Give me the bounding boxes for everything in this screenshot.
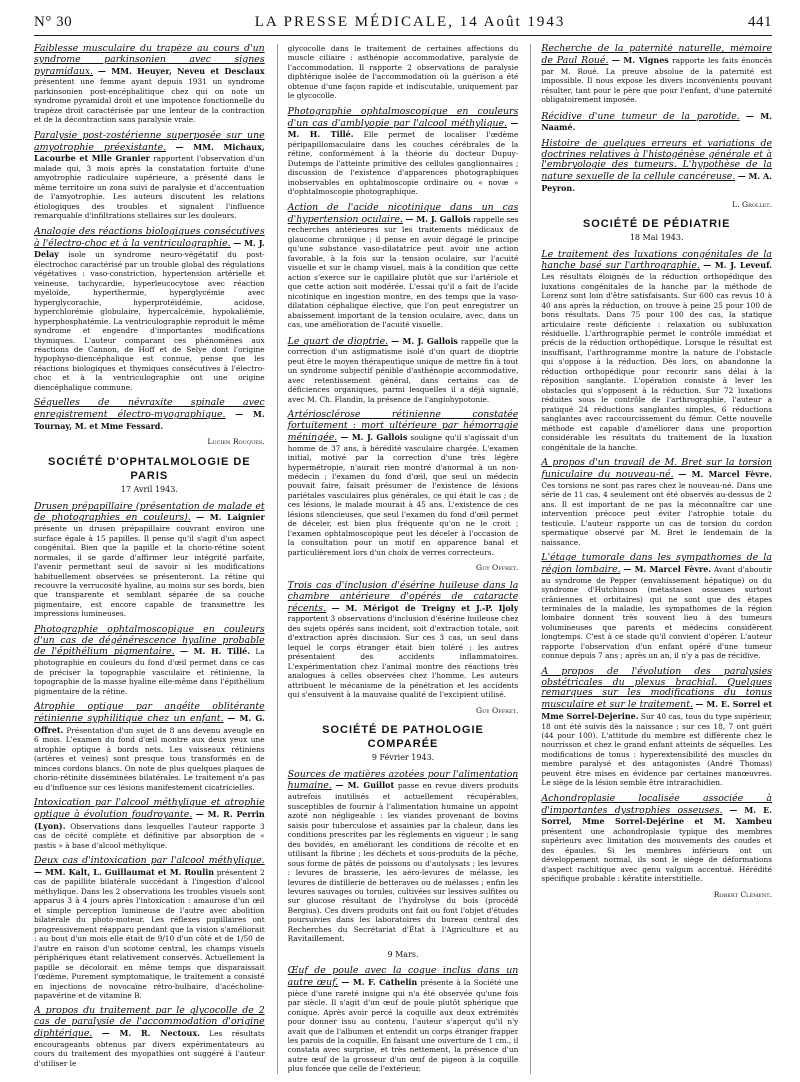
article-body: présente à la Société une pièce d'une rareté insigne qui n'a été observée qu'une fois par siècle. Il s'agit d'un œuf de poule plutôt sphérique que conique. Après avoir percé la coquille aux deux extrémités pour donner issu au contenu, l'auteur s'aperçut qu'il n'y avait que de l'albumen et entendit un corps étranger frapper les parois de la coquille. En faisant une ouverture de 1 cm., il constata avec surprise, et très nettement, la présence d'un autre œuf de la grosseur d'un œuf de pigeon à la coquille plus foncée que celle de l'extérieur. (287, 977, 519, 1074)
article-title: Intoxication par l'alcool méthylique et atrophie optique à évolution foudroyante. (34, 797, 265, 820)
article-paragraph (34, 44, 265, 125)
article-paragraph (541, 553, 772, 661)
article-paragraph (34, 798, 265, 850)
page-header (34, 14, 772, 36)
article-title: Analogie des réactions biologiques consécutives à l'électro-choc et à la ventriculographie. (34, 225, 265, 249)
article-paragraph (288, 410, 519, 557)
section-heading: SOCIÉTÉ DE PÉDIATRIE (582, 218, 731, 231)
article-body: Les résultats éloignés de la réduction orthopédique des luxations congénitales de la hanche par la méthode de Lorenz sont loin d'être satisfaisants. Sur 600 cas revus 10 à 40 ans après la réduction, on trouve à peine 25 pour 100 de bons résultats. Dans 75 pour 100 des cas, la statique articulaire reste déficiente : relaxation ou subluxation résiduelle. L'arthrographie permet le contrôle immédiat et précis de la réduction orthopédique. Lorsque le résultat est insuffisant, l'arthrogramme montre la nature de l'obstacle qui s'oppose à la réduction. Dès lors, on abandonne la réduction orthopédique pour recourir sans délai à la réposition sanglante. L'opération consiste à lever les obstacles qui s'opposent à la réduction. Sur 72 luxations réduites sous le contrôle de l'arthrographie, l'auteur a pratiqué 24 réductions sanglantes simples, 6 réductions sanglantes avec raccourcissement du fémur. Cette nouvelle méthode est capable d'améliorer dans une proportion considérable les résultats du traitement de la luxation congénitale de la hanche. (541, 272, 772, 452)
article-paragraph (34, 702, 265, 792)
article-title: Artériosclérose rétinienne constatée fortuitement : mort ultérieure par hémorragie méningée. (287, 409, 519, 443)
article-body: Observations dans lesquelles l'auteur rapporte 3 cas de cécité complète et définitive par absorption de « pastis » à base d'alcool méthylique. (34, 821, 265, 850)
article-body: rapportent 3 observations d'inclusion d'ésérine huileuse chez des sujets opérés sans incident, soit d'extraction totale, soit d'extraction après discission. Sur ces 3 cas, un seul dans lequel le corps étranger était bien toléré ; les autres présentaient des accidents inflammatoires. L'expérimentation chez l'animal montre des réactions très analogues à celles observées chez l'homme. Les auteurs attribuent le mécanisme de la pénétration et les accidents qui s'ensuivent à la mauvaise qualité de l'excipient utilisé. (287, 614, 519, 700)
author-signature: L. Grollet. (732, 199, 772, 209)
article-authors: — M. J. Gallois (391, 335, 458, 346)
article (288, 203, 519, 330)
article-authors: — M. E. Sorrel, Mme Sorrel-Dejérine et M. Xambeu (541, 804, 772, 827)
article (541, 44, 772, 105)
author-signature: Robert Clément. (713, 889, 772, 899)
article-title: Paralysie post-zostérienne superposée sur une amyotrophie préexistante. (34, 129, 265, 153)
article-authors: — M. R. Nectoux. (101, 1028, 200, 1039)
article-paragraph (34, 227, 265, 393)
article (34, 131, 265, 221)
section-heading: SOCIÉTÉ DE PATHOLOGIE COMPARÉE (322, 724, 484, 751)
article-paragraph (288, 581, 519, 700)
article-title: A propos de l'évolution des paralysies obstétricales du plexus brachial. Quelques remarques sur les modifications du tonus musculaire et sur le traitement. (541, 665, 772, 711)
article (288, 107, 519, 197)
article-paragraph (34, 131, 265, 221)
article-paragraph (34, 856, 265, 1000)
article (541, 250, 772, 453)
session-date: 9 Février 1943. (371, 753, 435, 763)
article-body: rapporte les faits énoncés par M. Roué. La preuve absolue de la paternité est impossible. Il nous expose les divers inconvénients pouvant résulter, tant pour le père que pour l'enfant, d'une paternité obligatoirement imposée. (541, 55, 772, 105)
article-paragraph (541, 250, 772, 453)
article-title: Atrophie optique par angéite oblitérante rétinienne syphilitique chez un enfant. (34, 701, 265, 724)
article-authors: — M. H. Tillé. (287, 117, 519, 140)
article-paragraph (288, 203, 519, 330)
article (34, 227, 265, 393)
article (34, 798, 265, 850)
article (288, 581, 519, 700)
article-authors: — M. Laignier (196, 512, 265, 523)
article-authors: — M. J. Gallois (405, 213, 471, 224)
article-title: L'étage tumorale dans les sympathomes de la région lombaire. (541, 551, 772, 575)
article-paragraph (288, 107, 519, 197)
article-title: Le traitement des luxations congénitales de la hanche basé sur l'arthrographie. (541, 248, 772, 272)
article-body: présente un drusen prépapillaire couvrant environ une surface égale à 15 papilles. Il pense qu'il s'agit d'un aspect congénital. Bien que la papille et la chorio-rétine soient normales, il se garde d'affirmer leur intégrité parfaite, l'avenir permettant seul de savoir si les modifications habituellement observées se présenteront. La rétine qui recouvre la verrucosité hyaline, au moins sur ses bords, bien que transparente et semblant séparée de sa couche pigmentaire, est encore capable de transmettre les impressions lumineuses. (34, 524, 265, 619)
article (34, 625, 265, 696)
session-date: 9 Mars. (387, 949, 419, 959)
article-authors: — M. Guillot (335, 780, 395, 791)
article-authors: — M. J. Leveuf. (703, 260, 772, 271)
article-title: Faiblesse musculaire du trapèze au cours d'un syndrome parkinsonien avec signes pyramidaux. (34, 44, 265, 77)
article-authors: — M. G. Offret. (34, 712, 265, 735)
article-paragraph (288, 966, 519, 1074)
author-signature: Guy Offret. (476, 563, 519, 573)
article-body: présentent une femme ayant depuis 1931 un syndrome parkinsonien post-encéphalitique chez qui on note un syndrome pyramidal droit et une impotence fonctionnelle du trapèze droit caractérisée par une lenteur de la contraction et de la décontraction sans paralysie vraie. (34, 77, 265, 125)
article-authors: — M. Marcel Fèvre. (623, 563, 712, 574)
article (34, 1006, 265, 1068)
article (288, 966, 519, 1074)
article-authors: — MM. Michaux, Lacourbe et Mlle Granier (34, 141, 265, 164)
article-body: présentent 2 cas de papillite bilatérale succédant à l'ingestion d'alcool méthylique. Dans les 2 observations les troubles visuels sont apparus 3 à 4 jours après l'intoxication : amaurose d'un œil et simple perception lumineuse de l'autre avec abolition bilatérale du photo-moteur. Les réflexes pupillaires ont progressivement réapparu pendant que la vision s'améliorait : au bout d'un mois elle était de 9/10 d'un côté et de 1/50 de l'autre en raison d'un scotome central, les champs visuels périphériques étant relativement conservés. Actuellement la papille se décolorait en même temps que disparaissait l'œdème. Purement symptomatique, le traitement a consisté en injections de novocaïne rétro-bulbaire, d'acécholine-papavérine et de vitamine B. (34, 867, 265, 1001)
article (34, 44, 265, 125)
article-authors: — M. Tournay, M. et Mme Fessard. (34, 409, 265, 431)
column-middle (277, 44, 519, 1074)
article (34, 702, 265, 792)
article-authors: — M. J. Gallois (340, 431, 408, 442)
article-title: Photographie ophtalmoscopique en couleurs d'un cas de dégénérescence hyaline probable de l'épithélium pigmentaire. (34, 623, 265, 658)
article-title: Le quart de dioptrie. (287, 335, 389, 347)
article-body: Elle permet de localiser l'œdème péripapillomaculaire dans les couches cérébrales de la rétine, conformément à la théorie du docteur Dupuy-Dutemps de l'atteinte primitive des cellules ganglionnaires ; discussion de l'existence d'apparences photographiques inobservables en ophtalmoscopie ordinaire ou « novæ » d'ophtalmoscopie photographique. (287, 130, 519, 197)
article (288, 770, 519, 944)
article (541, 667, 772, 788)
article-title: Récidive d'une tumeur de la parotide. (541, 110, 740, 122)
article-authors: — M. F. Cathelin (341, 976, 418, 987)
article-paragraph (34, 625, 265, 696)
article-paragraph (288, 770, 519, 944)
article-title: A propos d'un travail de M. Bret sur la torsion funiculaire du nouveau-né. (541, 457, 772, 480)
article-paragraph (541, 458, 772, 547)
article-authors: — M. Vignes (611, 54, 669, 65)
article-body: isole un syndrome neuro-végétatif du post-électrochoc caractérisé par un trouble global des régulations végétatives : vaso-constriction, hypertension artérielle et veineuse, tachycardie, hyperleucocytose avec réaction myéloïde, hyperthermie, hyperglycémie avec hyperglycorachie, hyperprotéidémie, acidose, hyperchlorémie globulaire, hypercalcémie, hypokaliémie, hyperphosphatémie. La ventriculographie reproduit le même syndrome et engendre d'importantes modifications thymiques. L'auteur comparant ces phénomènes aux réactions de Cannon, de Hoff et de Selye dont l'origine hypophyso-diencéphalique est connue, pense que les réactions biologiques et thymiques consécutives à l'électro-choc et à la ventriculographie ont une origine diencéphalique commune. (34, 250, 265, 392)
article-body: souligne qu'il s'agissait d'un homme de 37 ans, à hérédité vasculaire chargée. L'examen initial, motivé par la correction d'une très légère hypermétropie, n'aurait rien montré d'anormal à un non-médecin ; l'examen du fond d'œil, que seul un médecin pouvait faire, faisait présumer de l'existence de lésions pariétales vasculaires plus générales, ce qui était le cas ; de ces lésions, le malade mourait à 45 ans. L'existence de ces lésions silencieuses, que seul l'examen du fond d'œil permet de déceler, est bien plus fréquente qu'on ne le croit ; l'examen ophtalmoscopique peut les déceler à l'occasion de la consultation pour un motif en apparence banal et particulièrement lors d'un choix de verres correcteurs. (287, 432, 519, 557)
article-paragraph (541, 44, 772, 105)
article (541, 458, 772, 547)
issue-number: N° 30 (34, 14, 73, 30)
article-paragraph (541, 139, 772, 194)
article-title: Recherche de la paternité naturelle, mémoire de Paul Roué. (541, 44, 772, 66)
article (34, 502, 265, 619)
article-title: A propos du traitement par le glycocolle de 2 cas de paralysie de l'accommodation d'origine diphtérique. (34, 1005, 265, 1040)
article-authors: — MM. Kalt, L. Guillaumat et M. Roulin (34, 866, 215, 877)
journal-title: LA PRESSE MÉDICALE, 14 Août 1943 (254, 14, 566, 30)
article-title: Trois cas d'inclusion d'ésérine huileuse dans la chambre antérieure d'opérés de cataracte récents. (287, 579, 519, 614)
section-heading: SOCIÉTÉ D'OPHTALMOLOGIE DE PARIS (48, 456, 251, 483)
article-body: passe en revue divers produits autrefois inutilisés et actuellement récupérables, susceptibles de fournir à l'alimentation humaine un appoint azoté non négligeable : les viandes provenant de bovins saisis pour tuberculose et assainies par la chaleur, dans les conditions prescrites par les règlements en vigueur ; le sang des bovidés, en améliorant les conditions de récolte et en utilisant la fibrine ; les déchets et sous-produits de la pêche, sous forme de pâtés de poissons ou d'autolysats ; les levures : levures de brasserie, les aéro-levures de mélasse, les levures de distillerie de betteraves ou de mélasses ; enfin les levures sauvages ou torules, cultivées sur lessives sulfites ou sur glucose résultant de l'hydrolyse du bois (procédé Bergius). Ces divers produits ont fait ou font l'objet d'études poursuivies dans les laboratoires du bureau central des Recherches du Secrétariat d'État à l'Agriculture et au Ravitaillement. (287, 781, 519, 944)
page-number: 441 (748, 14, 772, 30)
article-body: rappelle ses recherches antérieures sur les traitements médicaux de glaucome chronique ; il pense en avoir dégagé le principe qu'une substance vaso-dilatatrice peut avoir une action favorable, à la fois sur la tension oculaire, sur l'acuité visuelle et sur le champ visuel, mais à la condition que cette action s'exerce sur le capillaire plutôt que sur l'artériole et que cette action soit modérée. L'essai qu'il a fait de l'acide nicotinique en ingestion montre, en des temps que la vaso-dilatation céphalique élective, que l'on peut enregistrer un abaissement important de la tension oculaire, avec, dans un cas, une amélioration de l'acuité visuelle. (287, 214, 519, 330)
article (541, 794, 772, 884)
article-paragraph (541, 794, 772, 884)
text-columns (34, 44, 772, 1074)
author-signature: Lucien Rouquès. (207, 437, 265, 447)
article-title: Œuf de poule avec la coque inclus dans un autre œuf. (287, 965, 519, 988)
article-title: Sources de matières azotées pour l'alimentation humaine. (287, 768, 519, 792)
article-title: Deux cas d'intoxication par l'alcool méthylique. (34, 855, 265, 867)
author-signature: Guy Offret. (476, 705, 519, 715)
article (541, 139, 772, 194)
article-paragraph (34, 398, 265, 431)
article-paragraph (288, 336, 519, 405)
article-title: Photographie ophtalmoscopique en couleurs d'un cas d'amblyopie par l'alcool méthylique. (287, 105, 519, 129)
article-paragraph (541, 667, 772, 788)
article-title: Drusen prépapillaire (présentation de malade et de photographies en couleurs). (34, 500, 265, 524)
article-body: Les résultats encourageants obtenus par divers expérimentateurs au cours du traitement des myopathies ont suggéré à l'auteur d'utiliser le (34, 1029, 265, 1068)
article-paragraph (541, 111, 772, 133)
article-authors: — M. Marcel Fèvre. (678, 468, 772, 479)
article-authors: — M. H. Tillé. (179, 646, 251, 657)
article-title: Achondroplasie localisée associée à d'importantes dystrophies osseuses. (541, 792, 772, 816)
article-authors: — M. A. Peyron. (541, 171, 772, 194)
article-authors: — M. R. Perrin (Lyon). (34, 808, 265, 831)
article-paragraph (34, 1006, 265, 1068)
article-body: Ces torsions ne sont pas rares chez le nouveau-né. Dans une série de 11 cas, 4 seulement ont été observés au-dessus de 2 ans. Il est important de ne pas la méconnaître car une intervention précoce peut éviter l'atrophie totale du testicule. L'auteur rapporte un cas de torsion du cordon spermatique observé par M. Bret le lendemain de la naissance. (541, 480, 772, 547)
column-left (34, 44, 265, 1074)
article-paragraph (34, 502, 265, 619)
article (541, 111, 772, 133)
article-body: présentent une achondroplasie typique des membres supérieurs avec limitation des mouvements des coudes et des épaules. Si les membres inférieurs ont un développement normal, ils sont le siège de déformations d'aspect rachitique avec genu valgum accentué. Hérédité spécifique probable : kératite interstitielle. (541, 826, 772, 884)
article-body: Sur 40 cas, tous du type supérieur, 18 ont été suivis dès la naissance ; sur ces 18, 7 ont guéri (44 pour 100). L'attitude du membre est différente chez le nourrisson et chez le grand enfant atteints de séquelles. Les modifications de tonus : hyperextensibilité des muscles du membre paralysé et des antagonistes (André Thomas) peuvent être mises en évidence par certaines manœuvres. Le siège de la lésion semble être intrarachidien. (541, 712, 772, 788)
article (288, 410, 519, 557)
article-body: La photographie en couleurs du fond d'œil permet dans ce cas de préciser la topographie vasculaire et rétinienne, la topographie de la masse hyaline elle-même dans l'épithélium pigmentaire de la rétine. (34, 647, 265, 696)
article-authors: — M. E. Sorrel et Mme Sorrel-Dejerine. (541, 699, 772, 722)
article-body: Avant d'aboutir au syndrome de Pepper (envahissement hépatique) ou du syndrome d'Hutchinson (métastases osseuses surtout crâniennes et orbitaires) qui ne sont que des étapes terminales de la maladie, les sympathomes de la région lombaire donnent très souvent lieu à des tumeurs volumineuses que parents et médecins considèrent longtemps. C'est à ce stade qu'il convient d'opérer. L'auteur rapporte l'observation d'un enfant opéré d'une tumeur connue depuis 7 ans ; après un an, il n'y a pas de récidive. (541, 564, 772, 661)
article-authors: — M. Mérigot de Treigny et J.-P. Ijoly (331, 602, 519, 613)
article-body: rappelle que la correction d'un astigmatisme isolé d'un quart de dioptrie peut être le moyen thérapeutique unique de mettre fin à tout un syndrome subjectif pénible d'asthénopie accommodative, avec retentissement général, dans certains cas de déficiences organiques, parmi lesquelles il a déjà signalé, avec M. Ch. Flandin, la présence de l'angiohypotonie. (287, 336, 519, 404)
article-body: Présentation d'un sujet de 8 ans devenu aveugle en 6 mois. L'examen du fond d'œil montre aux deux yeux une atrophie optique à bords nets. Les vaisseaux rétiniens (artères et veines) sont presque tous transformés en de minces cordons blancs. On note de plus quelques plaques de chorio-rétinite disséminées bilatérales. Le traitement n'a pas eu d'influence sur ces lésions manifestement cicatricielles. (34, 725, 265, 792)
column-right (530, 44, 772, 1074)
article-body: rapportent l'observation d'un malade qui, 3 mois après la constatation fortuite d'une amyotrophie radiculaire supérieure, a présenté dans le même territoire un zona suivi de paralysie et d'accentuation de l'amyotrophie. Les auteurs discutent les relations étiologiques des troubles et signalent l'influence remarquable d'infiltrations stellaires sur les douleurs. (34, 154, 265, 221)
article-title: Séquelles de névraxite spinale avec enregistrement électro-myographique. (34, 397, 265, 421)
article (288, 336, 519, 405)
article-title: Histoire de quelques erreurs et variations de doctrines relatives à l'histogénèse générale et à l'embryologie des tumeurs. L'hypothèse de la nature sexuelle de la cellule cancéreuse. (541, 137, 772, 183)
session-date: 18 Mai 1943. (629, 233, 684, 243)
article-authors: — MM. Heuyer, Neveu et Desclaux (98, 65, 265, 76)
article-title: Action de l'acide nicotinique dans un cas d'hypertension oculaire. (287, 201, 519, 225)
article (34, 398, 265, 431)
article (34, 856, 265, 1000)
article-authors: — M. Naamé. (541, 110, 772, 133)
continued-text: glycocolle dans le traitement de certaines affections du muscle ciliaire : asthénopie accommodative, paralysie de l'accommodation. Il rapporte 2 observations de paralysie diphtérique isolée de l'accommodation où la guérison a été obtenue d'une façon rapide et indiscutable, uniquement par le glycocolle. (287, 44, 519, 101)
session-date: 17 Avril 1943. (120, 485, 178, 495)
article (541, 553, 772, 661)
article-authors: — M. J. Delay (34, 237, 265, 260)
